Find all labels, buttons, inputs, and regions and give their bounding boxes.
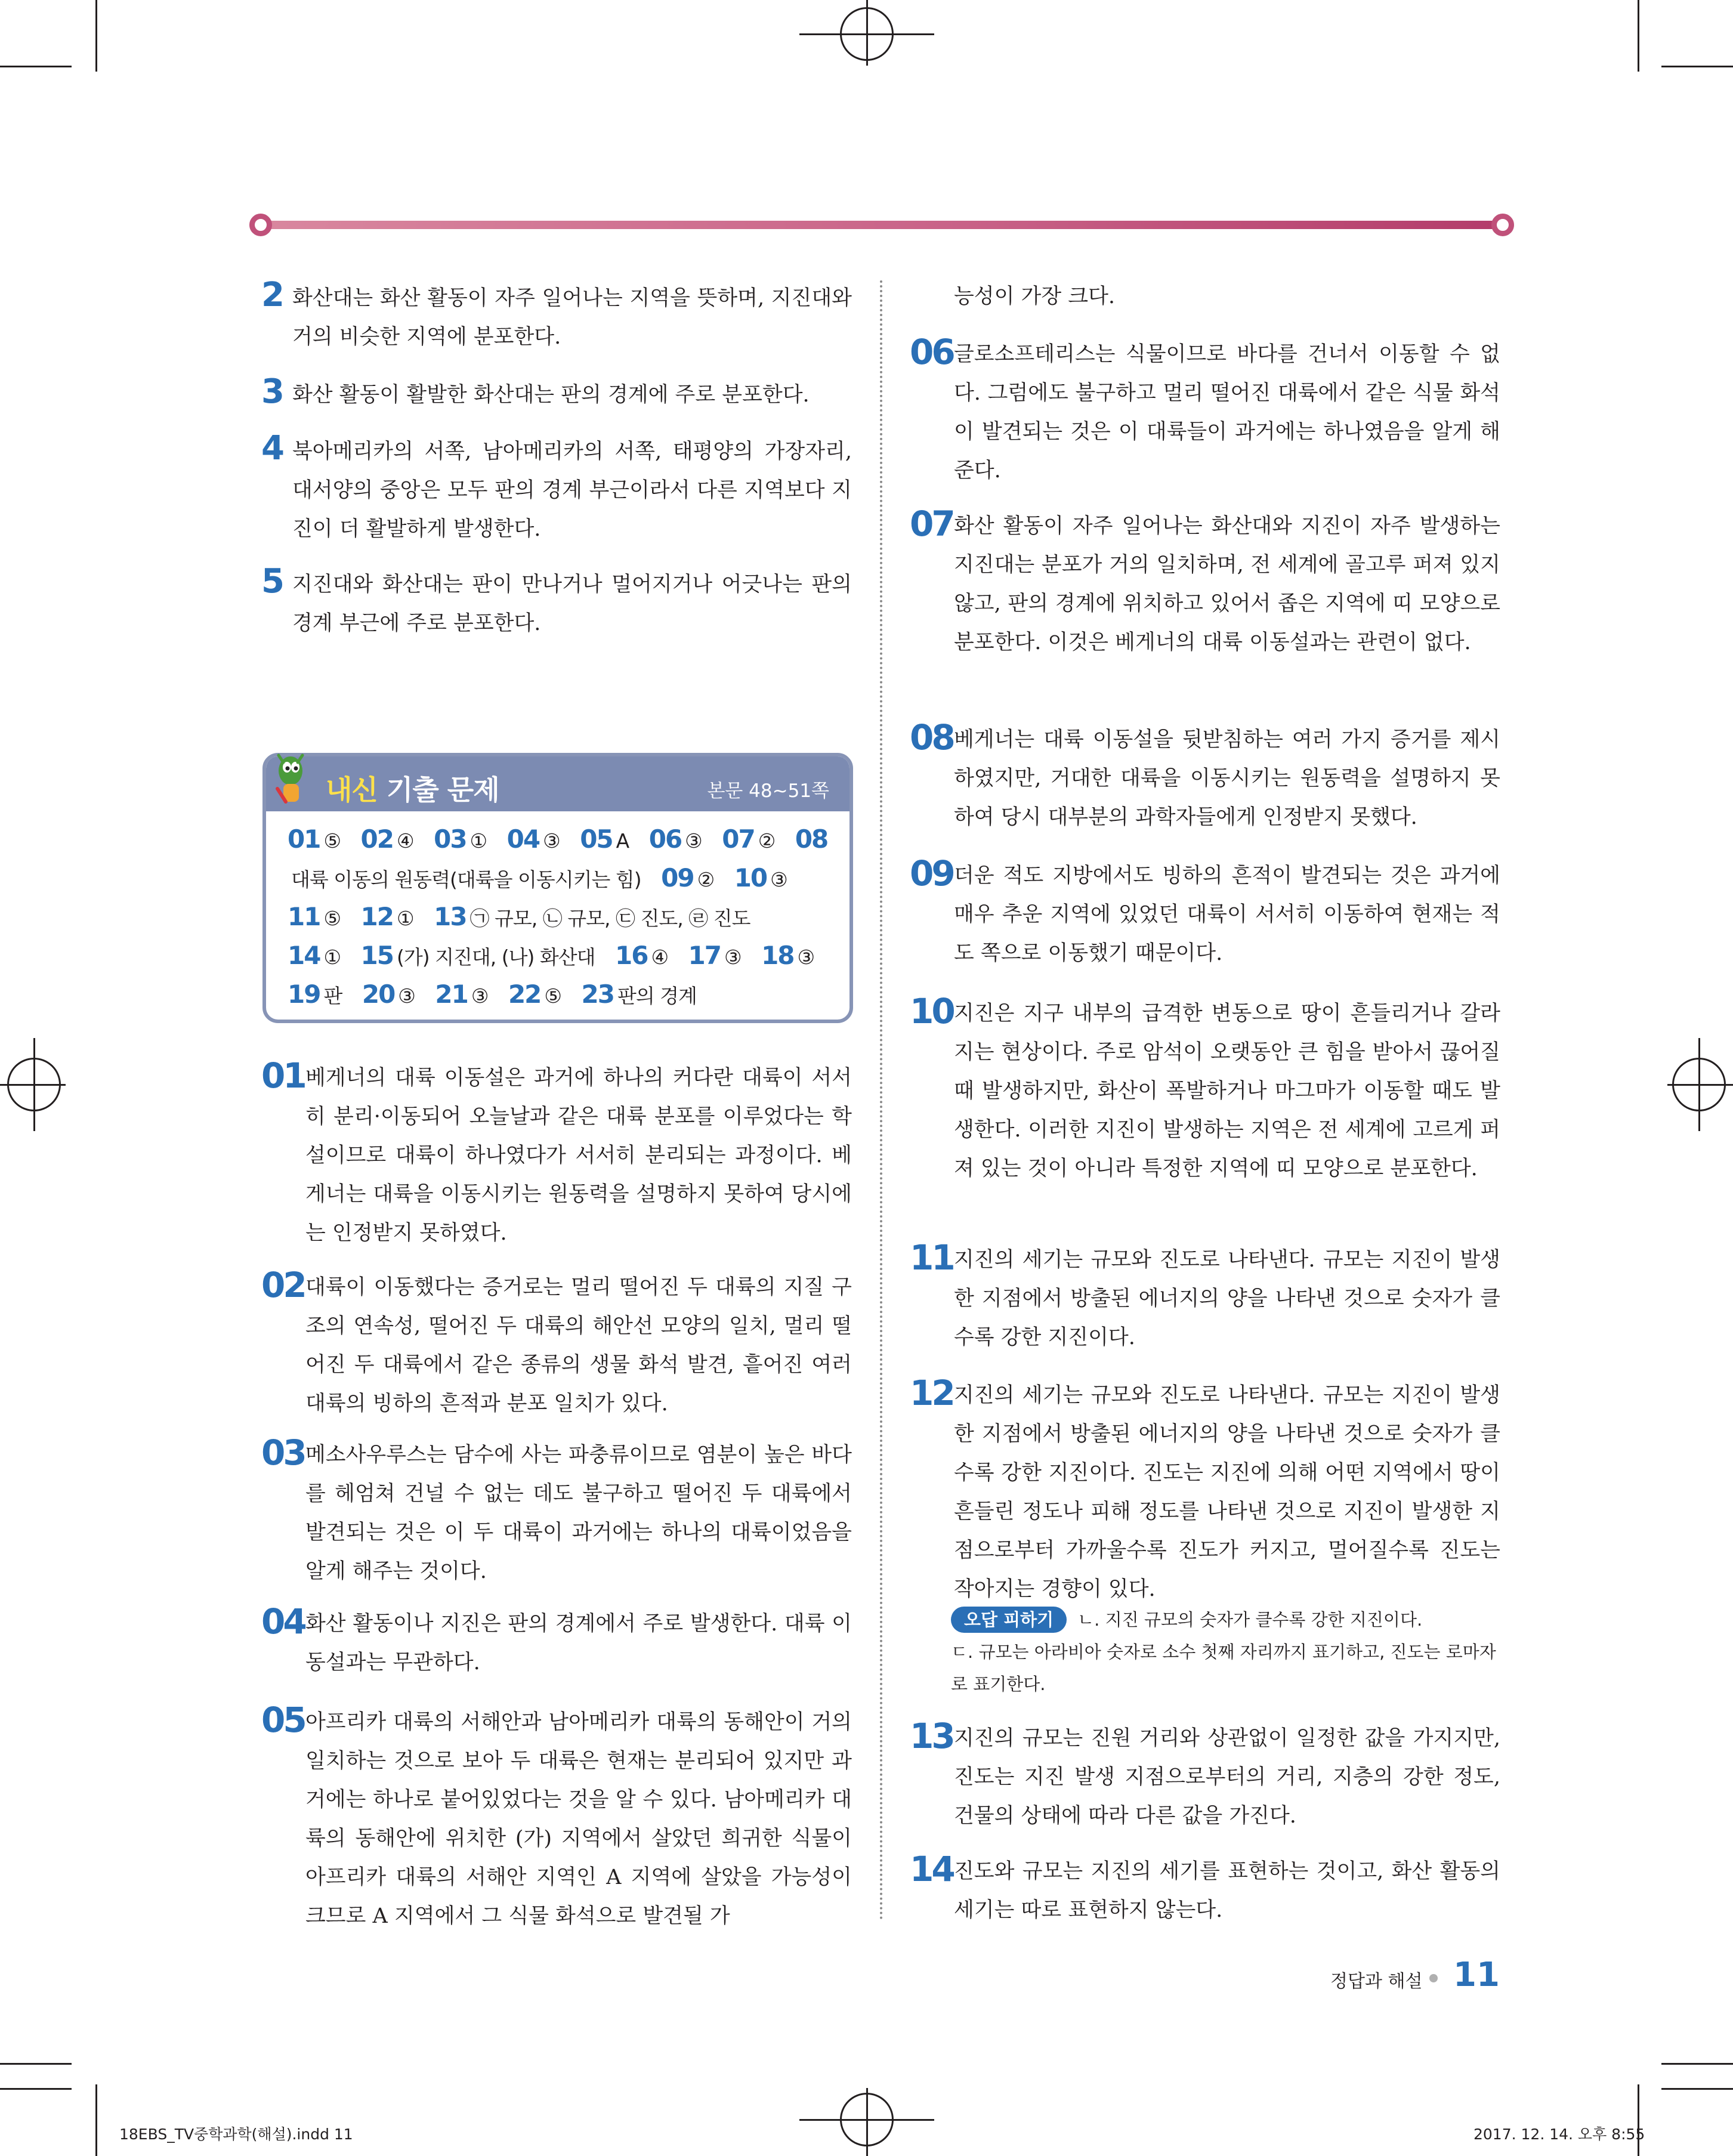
explanation-item xyxy=(261,1432,852,1591)
answer-entry xyxy=(581,980,697,1009)
answer-value: ④ xyxy=(651,946,669,969)
answer-value: ③ xyxy=(685,829,702,852)
item-text: 베게너의 대륙 이동설은 과거에 하나의 커다란 대륙이 서서히 분리·이동되어 오늘날과 같은 대륙 분포를 이루었다는 학설이므로 대륙이 하나였다가 서서히 분리되는 과정이다. 베게너는 대륙을 이동시키는 원동력을 설명하지 못하여 당시에는 인정받지 못하였다. xyxy=(305,1066,852,1245)
title-highlight: 내신 xyxy=(326,774,378,806)
crop-mark xyxy=(0,2063,72,2065)
answer-value: 판 xyxy=(323,984,342,1008)
answer-entry xyxy=(288,941,341,970)
explanation-item xyxy=(910,853,1500,973)
item-number: 09 xyxy=(910,853,953,894)
answer-entry xyxy=(288,902,341,931)
registration-line xyxy=(1698,1038,1700,1131)
crop-mark xyxy=(1661,66,1733,67)
wrong-answer-tip xyxy=(951,1604,1500,1700)
item-number: 05 xyxy=(261,1700,305,1740)
item-text: 지진의 규모는 진원 거리와 상관없이 일정한 값을 가지지만, 진도는 지진 발생 지점으로부터의 거리, 지층의 강한 정도, 건물의 상태에 따라 다른 값을 가진다. xyxy=(954,1726,1500,1828)
answer-number: 10 xyxy=(734,863,767,892)
item-number: 08 xyxy=(910,717,953,758)
item-text: 베게너는 대륙 이동설을 뒷받침하는 여러 가지 증거를 제시하였지만, 거대한 대륙을 이동시키는 원동력을 설명하지 못하여 당시 대부분의 과학자들에게 인정받지 못했다. xyxy=(954,728,1500,829)
item-number: 2 xyxy=(261,276,282,314)
answer-value: ⑤ xyxy=(323,829,341,852)
answer-number: 22 xyxy=(508,980,541,1009)
registration-line xyxy=(1667,1084,1733,1086)
answer-entry xyxy=(506,824,560,854)
answer-key-title xyxy=(326,768,499,808)
explanation-item xyxy=(261,1601,852,1682)
item-text: 더운 적도 지방에서도 빙하의 흔적이 발견되는 것은 과거에 매우 추운 지역에 있었던 대륙이 서서히 이동하여 현재는 적도 쪽으로 이동했기 때문이다. xyxy=(954,864,1500,965)
item-number: 07 xyxy=(910,504,953,544)
answer-entry xyxy=(362,980,415,1009)
item-number: 04 xyxy=(261,1601,305,1642)
item-number: 03 xyxy=(261,1432,305,1473)
item-text: 북아메리카의 서쪽, 남아메리카의 서쪽, 태평양의 가장자리, 대서양의 중앙은 모두 판의 경계 부근이라서 다른 지역보다 지진이 더 활발하게 발생한다. xyxy=(292,440,852,541)
mascot-icon xyxy=(265,747,313,813)
answer-number: 07 xyxy=(722,824,755,854)
tip-line: ㄴ. 지진 규모의 숫자가 클수록 강한 지진이다. xyxy=(1077,1610,1423,1630)
answer-number: 01 xyxy=(288,824,320,854)
print-slug-left: 18EBS_TV중학과학(해설).indd 11 xyxy=(119,2126,353,2143)
item-text: 지진은 지구 내부의 급격한 변동으로 땅이 흔들리거나 갈라지는 현상이다. 주로 암석이 오랫동안 큰 힘을 받아서 끊어질 때 발생하지만, 화산이 폭발하거나 마그마가 이동할 때도 발생한다. 이러한 지진이 발생하는 지역은 전 세계에 고르게 퍼져 있는 것이 아니라 특정한 지역에 띠 모양으로 분포한다. xyxy=(954,1002,1500,1181)
explanation-item xyxy=(261,1700,852,1936)
answer-number: 15 xyxy=(360,941,393,970)
item-number: 4 xyxy=(261,429,282,468)
answer-number: 09 xyxy=(661,863,694,892)
item-number: 02 xyxy=(261,1265,305,1305)
item-text: 화산 활동이 자주 일어나는 화산대와 지진이 자주 발생하는 지진대는 분포가 거의 일치하며, 전 세계에 골고루 퍼져 있지 않고, 판의 경계에 위치하고 있어서 좁은 지역에 띠 모양으로 분포한다. 이것은 베게너의 대륙 이동설과는 관련이 없다. xyxy=(954,514,1500,654)
answer-number: 12 xyxy=(360,902,393,931)
tip-badge: 오답 피하기 xyxy=(951,1607,1067,1633)
explanation-item xyxy=(910,1373,1500,1609)
explanation-item xyxy=(910,1716,1500,1836)
answer-entry xyxy=(661,863,715,892)
crop-mark xyxy=(0,66,72,67)
answer-value: ④ xyxy=(397,829,414,852)
answer-value: ③ xyxy=(770,868,787,891)
item-text: 메소사우루스는 담수에 사는 파충류이므로 염분이 높은 바다를 헤엄쳐 건널 수 없는 데도 불구하고 떨어진 두 대륙에서 발견되는 것은 이 두 대륙이 과거에는 하나의 대륙이었음을 알게 해주는 것이다. xyxy=(305,1443,852,1583)
registration-line xyxy=(33,1038,35,1131)
answer-entry xyxy=(360,941,595,970)
explanation-item xyxy=(261,1055,852,1253)
item-number: 12 xyxy=(910,1373,953,1413)
answer-entry xyxy=(435,980,489,1009)
explanation-item xyxy=(910,717,1500,837)
item-text: 아프리카 대륙의 서해안과 남아메리카 대륙의 동해안이 거의 일치하는 것으로 보아 두 대륙은 현재는 분리되어 있지만 과거에는 하나로 붙어있었다는 것을 알 수 있다. 남아메리카 대륙의 동해안에 위치한 (가) 지역에서 살았던 희귀한 식물이 아프리카 대륙의 서해안 지역인 A 지역에 살았을 가능성이 크므로 A 지역에서 그 식물 화석으로 발견될 가 xyxy=(305,1710,852,1928)
answer-number: 06 xyxy=(648,824,682,854)
registration-line xyxy=(866,0,868,66)
item-number: 5 xyxy=(261,562,282,601)
item-number: 10 xyxy=(910,991,953,1031)
answer-entry xyxy=(734,863,787,892)
explanation-item xyxy=(910,991,1500,1188)
item-number: 13 xyxy=(910,1716,953,1756)
answer-number: 16 xyxy=(614,941,648,970)
answer-number: 13 xyxy=(434,902,467,931)
item-number: 11 xyxy=(910,1237,953,1278)
answer-value: ① xyxy=(469,829,487,852)
answer-value: ③ xyxy=(724,946,742,969)
item-text: 지진대와 화산대는 판이 만나거나 멀어지거나 어긋나는 판의 경계 부근에 주로 분포한다. xyxy=(292,573,852,635)
answer-number: 20 xyxy=(362,980,395,1009)
crop-mark xyxy=(95,0,97,72)
answer-value: ③ xyxy=(398,984,415,1008)
tip-line: ㄷ. 규모는 아라비아 숫자로 소수 첫째 자리까지 표기하고, 진도는 로마자로 표기한다. xyxy=(951,1642,1496,1694)
answer-number: 02 xyxy=(360,824,393,854)
item-text: 화산 활동이나 지진은 판의 경계에서 주로 발생한다. 대륙 이동설과는 무관하다. xyxy=(305,1612,852,1675)
answer-value: ⑤ xyxy=(323,907,341,930)
crop-mark xyxy=(1661,2063,1733,2065)
title-rest: 기출 문제 xyxy=(377,774,499,806)
page-reference: 본문 48~51쪽 xyxy=(707,780,829,802)
footer-label: 정답과 해설 xyxy=(1330,1971,1423,1992)
answer-entry xyxy=(434,824,487,854)
answer-value: ① xyxy=(323,946,341,969)
crop-mark xyxy=(95,2084,97,2156)
answer-value: A xyxy=(616,829,629,852)
answer-entry xyxy=(360,902,414,931)
answer-value: ① xyxy=(397,907,414,930)
crop-mark xyxy=(1638,2084,1639,2156)
explanation-item xyxy=(910,1849,1500,1930)
explanation-item xyxy=(261,1265,852,1423)
answer-number: 18 xyxy=(761,941,794,970)
answer-item xyxy=(261,429,852,549)
crop-mark xyxy=(1638,0,1639,72)
item-number: 06 xyxy=(910,332,953,372)
answer-number: 17 xyxy=(688,941,721,970)
explanation-item xyxy=(910,504,1500,662)
item-text: 지진의 세기는 규모와 진도로 나타낸다. 규모는 지진이 발생한 지점에서 방출된 에너지의 양을 나타낸 것으로 숫자가 클수록 강한 지진이다. 진도는 지진에 의해 어떤 지역에서 땅이 흔들린 정도나 피해 정도를 나타낸 것으로 지진이 발생한 지점으로부터 가까울수록 진도가 커지고, 멀어질수록 진도는 작아지는 경향이 있다. xyxy=(954,1383,1500,1601)
answer-value: ② xyxy=(697,868,715,891)
answer-key-box xyxy=(262,753,853,1023)
answer-entry xyxy=(360,824,414,854)
answer-value: ③ xyxy=(797,946,815,969)
answer-key-list xyxy=(288,821,830,1015)
answer-entry xyxy=(580,824,629,854)
answer-value: (가) 지진대, (나) 화산대 xyxy=(397,946,595,969)
answer-entry xyxy=(288,980,342,1009)
answer-number: 11 xyxy=(288,902,320,931)
column-divider xyxy=(880,280,882,1921)
registration-line xyxy=(0,1084,66,1086)
answer-value: ② xyxy=(758,829,776,852)
answer-value: ⑤ xyxy=(544,984,561,1008)
answer-number: 05 xyxy=(580,824,613,854)
item-text: 화산 활동이 활발한 화산대는 판의 경계에 주로 분포한다. xyxy=(292,383,810,407)
answer-entry xyxy=(688,941,742,970)
answer-value: ㉠ 규모, ㉡ 규모, ㉢ 진도, ㉣ 진도 xyxy=(469,907,750,930)
answer-number: 23 xyxy=(581,980,614,1009)
item-text: 글로소프테리스는 식물이므로 바다를 건너서 이동할 수 없다. 그럼에도 불구하고 멀리 떨어진 대륙에서 같은 식물 화석이 발견되는 것은 이 대륙들이 과거에는 하나였음을 알게 해준다. xyxy=(954,342,1500,483)
explanation-item xyxy=(910,332,1500,490)
answer-entry xyxy=(434,902,750,931)
footer-bullet xyxy=(1429,1974,1438,1982)
answer-number: 14 xyxy=(288,941,320,970)
header-decor-dot xyxy=(249,214,272,236)
print-slug-right: 2017. 12. 14. 오후 8:55 xyxy=(1473,2126,1645,2143)
answer-value: ③ xyxy=(543,829,560,852)
header-decor-dot xyxy=(1491,214,1514,236)
header-decor-bar xyxy=(257,221,1509,229)
item-text: 능성이 가장 크다. xyxy=(954,285,1116,308)
item-text: 화산대는 화산 활동이 자주 일어나는 지역을 뜻하며, 지진대와 거의 비슷한 지역에 분포한다. xyxy=(292,286,852,349)
registration-line xyxy=(866,2088,868,2156)
explanation-continued xyxy=(910,277,1500,316)
answer-item xyxy=(261,276,852,357)
explanation-item xyxy=(910,1237,1500,1357)
answer-key-header xyxy=(266,756,849,811)
answer-entry xyxy=(722,824,776,854)
answer-entry xyxy=(614,941,669,970)
answer-entry xyxy=(648,824,702,854)
answer-number: 19 xyxy=(288,980,320,1009)
item-number: 14 xyxy=(910,1849,953,1889)
answer-value: 대륙 이동의 원동력(대륙을 이동시키는 힘) xyxy=(291,868,641,891)
answer-value: 판의 경계 xyxy=(617,984,697,1008)
answer-number: 21 xyxy=(435,980,468,1009)
item-text: 지진의 세기는 규모와 진도로 나타낸다. 규모는 지진이 발생한 지점에서 방출된 에너지의 양을 나타낸 것으로 숫자가 클수록 강한 지진이다. xyxy=(954,1248,1500,1349)
answer-entry xyxy=(761,941,815,970)
crop-mark xyxy=(1661,2088,1733,2090)
answer-item xyxy=(261,372,852,415)
answer-number: 03 xyxy=(434,824,467,854)
crop-mark xyxy=(0,2088,72,2090)
item-text: 대륙이 이동했다는 증거로는 멀리 떨어진 두 대륙의 지질 구조의 연속성, 떨어진 두 대륙의 해안선 모양의 일치, 멀리 떨어진 두 대륙에서 같은 종류의 생물 화석 발견, 흩어진 여러 대륙의 빙하의 흔적과 분포 일치가 있다. xyxy=(305,1275,852,1416)
answer-number: 04 xyxy=(506,824,540,854)
item-number: 01 xyxy=(261,1055,305,1096)
answer-value: ③ xyxy=(471,984,489,1008)
answer-entry xyxy=(288,824,341,854)
item-text: 진도와 규모는 지진의 세기를 표현하는 것이고, 화산 활동의 세기는 따로 표현하지 않는다. xyxy=(954,1860,1500,1922)
page-number: 11 xyxy=(1453,1956,1500,1994)
answer-item xyxy=(261,562,852,643)
answer-entry xyxy=(508,980,561,1009)
item-number: 3 xyxy=(261,372,282,411)
answer-number: 08 xyxy=(795,824,828,854)
